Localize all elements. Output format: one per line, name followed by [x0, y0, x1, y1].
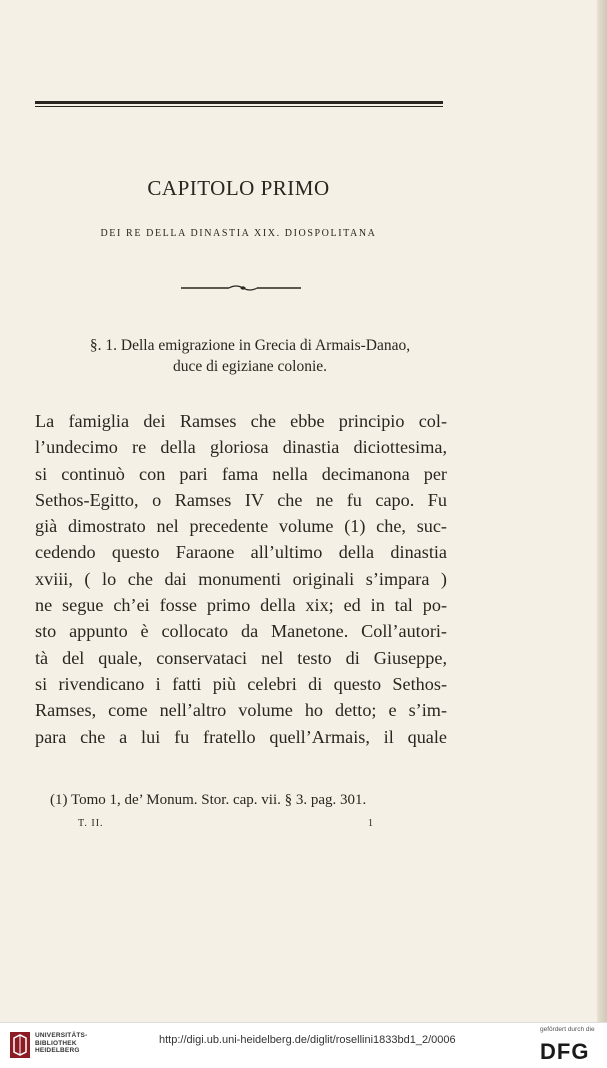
top-rule-thin: [35, 106, 443, 107]
section-heading: [60, 335, 440, 377]
body-line: para che a lui fu fratello quell’Armais, il quale: [35, 726, 447, 747]
library-line: UNIVERSITÄTS-: [35, 1032, 88, 1039]
body-line: cedendo questo Faraone all’ultimo della dinastia: [35, 542, 447, 563]
body-line: ne segue ch’ei fosse primo della xix; ed in tal po-: [35, 595, 447, 616]
signature-mark: T. II.: [78, 818, 104, 829]
university-library-label[interactable]: [35, 1032, 87, 1055]
permalink-url[interactable]: http://digi.ub.uni-heidelberg.de/diglit/rosellini1833bd1_2/0006: [159, 1034, 456, 1046]
page-edge: [597, 0, 607, 1022]
funding-note: gefördert durch die: [540, 1026, 595, 1033]
body-line: sto appunto è collocato da Manetone. Coll’autori-: [35, 621, 447, 642]
top-rule: [35, 101, 443, 104]
page-number: 1: [368, 818, 373, 829]
body-line: La famiglia dei Ramses che ebbe principio col-: [35, 411, 447, 431]
library-line: BIBLIOTHEK: [35, 1039, 77, 1047]
library-line: HEIDELBERG: [35, 1047, 80, 1054]
body-text: [35, 408, 447, 750]
dfg-logo[interactable]: DFG: [540, 1039, 590, 1064]
body-line: tà del quale, conservataci nel testo di Giuseppe,: [35, 647, 447, 668]
chapter-subtitle: DEI RE DELLA DINASTIA XIX. DIOSPOLITANA: [100, 228, 377, 239]
body-line: Ramses, come nell’altro volume ho detto; e s’im-: [35, 700, 447, 721]
body-line: si rivendicano i fatti più celebri di questo Sethos-: [35, 673, 447, 694]
body-line: xviii, ( lo che dai monumenti originali s’impara ): [35, 568, 447, 589]
body-line: Sethos-Egitto, o Ramses IV che ne fu capo. Fu: [35, 489, 447, 510]
chapter-title: CAPITOLO PRIMO: [147, 176, 330, 200]
body-line: si continuò con pari fama nella decimanona per: [35, 463, 447, 484]
ornament-divider: [181, 284, 301, 292]
section-heading-line-1: §. 1. Della emigrazione in Grecia di Armais-Danao,: [89, 337, 411, 354]
footnote: (1) Tomo 1, de’ Monum. Stor. cap. vii. § 3. pag. 301.: [50, 792, 367, 808]
section-heading-line-2: duce di egiziane colonie.: [172, 358, 328, 375]
body-line: già dimostrato nel precedente volume (1) che, suc-: [35, 516, 447, 537]
university-library-logo-icon[interactable]: [8, 1030, 32, 1060]
body-line: l’undecimo re della gloriosa dinastia diciottesima,: [35, 437, 447, 458]
